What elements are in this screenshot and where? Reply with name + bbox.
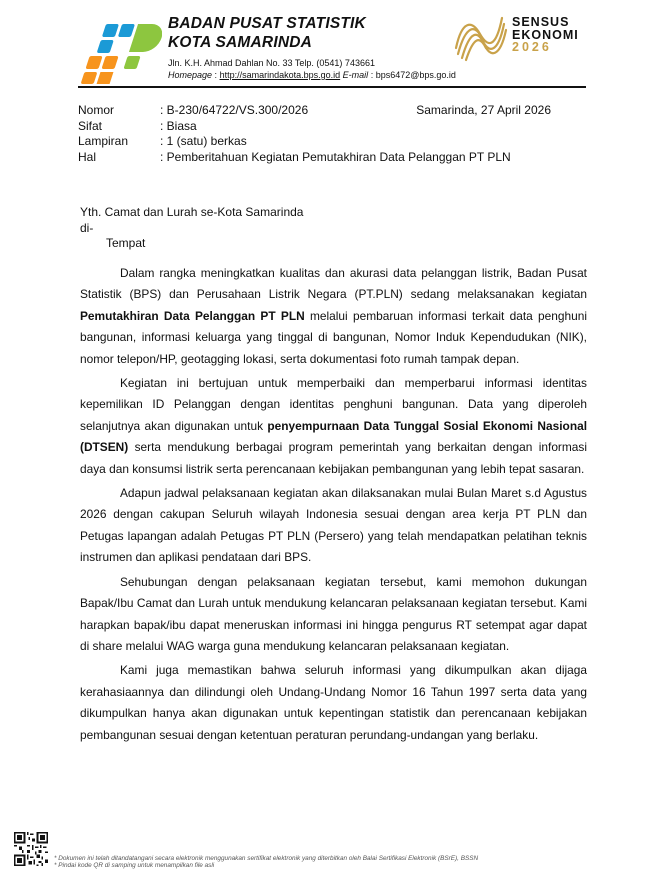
email-label: E-mail — [342, 70, 369, 80]
email-address: bps6472@bps.go.id — [375, 70, 456, 80]
recipient-line: Yth. Camat dan Lurah se-Kota Samarinda — [80, 205, 304, 219]
org-name-line2: KOTA SAMARINDA — [168, 34, 313, 51]
paragraph-5: Kami juga memastikan bahwa seluruh informasi yang dikumpulkan akan dijaga kerahasiaannya dan dilindungi oleh Undang-Undang Nomor 16 Tahun 1997 serta data yang dikumpulkan hanya akan digunakan untuk kepentingan statistik dan perencanaan kebijakan pembangunan sesuai dengan ketentuan peraturan perundang-undangan yang berlaku. — [80, 663, 587, 742]
recipient-place: di- — [80, 220, 94, 235]
organization-name — [168, 14, 366, 52]
paragraph-2: Kegiatan ini bertujuan untuk memperbaiki dan memperbarui informasi identitas kepemilikan ID Pelanggan dengan identitas penghuni bangunan. Data yang diperoleh selanjutnya akan digunakan untuk penyempurnaan Data Tunggal Sosial Ekonomi Nasional (DTSEN) serta mendukung berbagai program pemerintah yang berkaitan dengan informasi daya dan konsumsi listrik serta perencanaan kebijakan pembangunan yang lebih tepat sasaran. — [80, 376, 587, 476]
meta-row-attachment — [78, 134, 568, 150]
bps-logo — [78, 18, 162, 86]
meta-value: : 1 (satu) berkas — [160, 134, 247, 148]
footer-note-qr: * Pindai kode QR di samping untuk menampilkan file asli — [54, 862, 215, 869]
org-address: Jln. K.H. Ahmad Dahlan No. 33 Telp. (0541) 743661 — [168, 58, 375, 68]
letter-date: Samarinda, 27 April 2026 — [416, 103, 551, 117]
letter-body — [80, 263, 587, 749]
letter-meta — [78, 103, 568, 165]
org-contact: Jln. K.H. Ahmad Dahlan No. 33 Telp. (0541) 743661 Homepage : http://samarindakota.bps.go.id E-mail : bps6472@bps.go.id — [168, 58, 456, 80]
meta-row-nature — [78, 119, 568, 135]
meta-value: : Biasa — [160, 118, 197, 133]
meta-row-subject — [78, 150, 568, 166]
meta-row-number — [78, 103, 568, 119]
paragraph-4: Sehubungan dengan pelaksanaan kegiatan tersebut, kami memohon dukungan Bapak/Ibu Camat dan Lurah untuk mendukung kelancaran pelaksanaan kegiatan tersebut. Kami harapkan bapak/ibu dapat meneruskan informasi ini hingga pengurus RT setempat agar dapat di share melalui WAG warga guna mendukung kelancaran pelaksanaan kegiatan. — [80, 574, 588, 653]
census-line1: SENSUS — [512, 15, 570, 29]
paragraph-1: Dalam rangka meningkatkan kualitas dan akurasi data pelanggan listrik, Badan Pusat Statistik (BPS) dan Perusahaan Listrik Negara (PT.PLN) sedang melaksanakan kegiatan Pemutakhiran Data Pelanggan PT PLN melalui pembaruan informasi terkait data penghuni bangunan, informasi keluarga yang tinggal di bangunan, Nomor Induk Kependudukan (NIK), nomor telepon/HP, geotagging lokasi, serta dokumentasi foto rumah tampak depan. — [80, 266, 587, 366]
meta-label: Nomor — [78, 103, 115, 117]
meta-value: : Pemberitahuan Kegiatan Pemutakhiran Data Pelanggan PT PLN — [160, 149, 511, 164]
meta-label: Sifat — [78, 118, 103, 133]
sensus-emblem-icon — [452, 14, 510, 64]
footer-note-signature: * Dokumen ini telah ditandatangani secara elektronik menggunakan sertifikat elektronik yang diterbitkan oleh Balai Sertifikasi Elektronik (BSrE), BSSN — [54, 855, 479, 862]
census-line2: EKONOMI — [512, 27, 579, 42]
meta-value: : B-230/64722/VS.300/2026 — [160, 103, 309, 117]
header-divider — [78, 86, 586, 88]
homepage-link[interactable]: http://samarindakota.bps.go.id — [219, 70, 341, 80]
recipient-location: Tempat — [106, 236, 146, 250]
homepage-label: Homepage — [168, 70, 213, 80]
org-name-line1: BADAN PUSAT STATISTIK — [168, 15, 366, 32]
meta-label: Hal — [78, 149, 97, 164]
qr-code-icon[interactable] — [14, 832, 48, 866]
sensus-ekonomi-logo — [452, 14, 596, 64]
paragraph-3: Adapun jadwal pelaksanaan kegiatan akan dilaksanakan mulai Bulan Maret s.d Agustus 2026 dengan cakupan Seluruh wilayah Indonesia sesuai dengan area kerja PT PLN dan Petugas lapangan adalah Petugas PT PLN (Persero) yang telah mendapatkan pelatihan teknis instrumen dan aplikasi pendataan dari BPS. — [80, 486, 587, 565]
recipient-block — [80, 205, 303, 252]
meta-label: Lampiran — [78, 134, 129, 148]
footer-notes — [54, 855, 478, 869]
census-year: 2026 — [512, 40, 552, 54]
